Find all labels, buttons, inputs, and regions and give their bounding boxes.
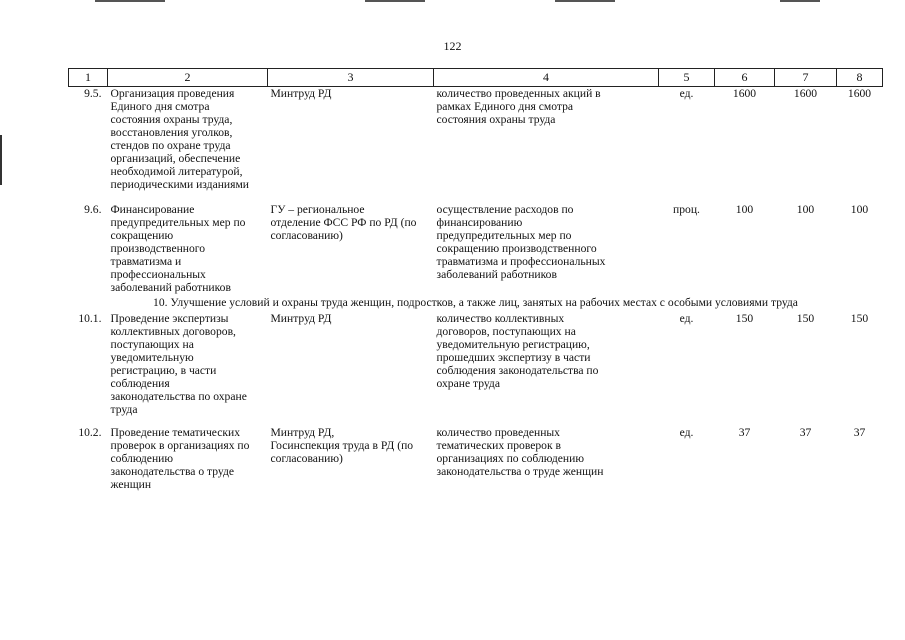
row-number: 9.5. [84, 87, 102, 100]
table-row [69, 203, 883, 294]
unit-text: ед. [679, 426, 694, 439]
value-year-3: 150 [850, 312, 869, 325]
unit-text: ед. [679, 87, 694, 100]
value-year-3: 1600 [847, 87, 872, 100]
table-row [69, 87, 883, 192]
column-header-row [69, 69, 883, 87]
indicator-text: количество проведенных акций в рамках Единого дня смотра состояния охраны труда [436, 87, 601, 126]
executor-text: ГУ – региональное отделение ФСС РФ по РД (по согласованию) [270, 203, 417, 242]
value-year-1: 150 [735, 312, 754, 325]
table-row [69, 312, 883, 416]
value-year-1: 100 [735, 203, 754, 216]
column-header: 6 [715, 69, 775, 87]
section-heading: 10. Улучшение условий и охраны труда женщин, подростков, а также лиц, занятых на рабочих местах с особыми условиями труда [153, 296, 798, 309]
measure-text: Организация проведения Единого дня смотра состояния охраны труда, восстановления уголков, стендов по охране труда организаций, обеспечение необходимой литературой, периодическими изданиями [110, 87, 250, 191]
value-year-2: 1600 [793, 87, 818, 100]
row-number: 9.6. [84, 203, 102, 216]
column-header: 7 [775, 69, 837, 87]
measure-text: Финансирование предупредительных мер по сокращению производственного травматизма и профессиональных заболеваний работников [110, 203, 246, 294]
unit-text: ед. [679, 312, 694, 325]
row-number: 10.2. [78, 426, 102, 439]
column-header: 8 [837, 69, 883, 87]
page-number: 122 [443, 39, 462, 53]
indicator-text: количество коллективных договоров, поступающих на уведомительную регистрацию, прошедших экспертизу в части соблюдения законодательства по охране труда [436, 312, 599, 390]
section-heading-row [69, 294, 883, 312]
indicator-text: осуществление расходов по финансированию предупредительных мер по сокращению производственного травматизма и профессиональных заболеваний работников [436, 203, 606, 281]
value-year-2: 37 [799, 426, 812, 439]
row-spacer [69, 191, 883, 203]
unit-text: проц. [673, 203, 700, 216]
measure-text: Проведение тематических проверок в организациях по соблюдению законодательства о труде женщин [110, 426, 250, 491]
value-year-2: 100 [796, 203, 815, 216]
value-year-1: 37 [738, 426, 751, 439]
measure-text: Проведение экспертизы коллективных договоров, поступающих на уведомительную регистрацию, в части соблюдения законодательства по охране труда [110, 312, 247, 416]
value-year-1: 1600 [732, 87, 757, 100]
column-header: 2 [108, 69, 268, 87]
row-number: 10.1. [78, 312, 102, 325]
executor-text: Минтруд РД [270, 312, 332, 325]
indicator-text: количество проведенных тематических проверок в организациях по соблюдению законодательства о труде женщин [436, 426, 604, 478]
value-year-2: 150 [796, 312, 815, 325]
scan-edge-line [365, 0, 425, 2]
scan-edge-mark [0, 135, 2, 185]
scan-edge-line [555, 0, 615, 2]
value-year-3: 100 [850, 203, 869, 216]
column-header: 1 [69, 69, 108, 87]
value-year-3: 37 [853, 426, 866, 439]
scan-edge-line [780, 0, 820, 2]
measures-table [68, 68, 883, 491]
row-spacer [69, 416, 883, 426]
executor-text: Минтруд РД [270, 87, 332, 100]
executor-text: Минтруд РД, Госинспекция труда в РД (по согласованию) [270, 426, 414, 465]
column-header: 3 [268, 69, 434, 87]
column-header: 4 [434, 69, 659, 87]
column-header: 5 [659, 69, 715, 87]
scan-edge-line [95, 0, 165, 2]
table-row [69, 426, 883, 491]
